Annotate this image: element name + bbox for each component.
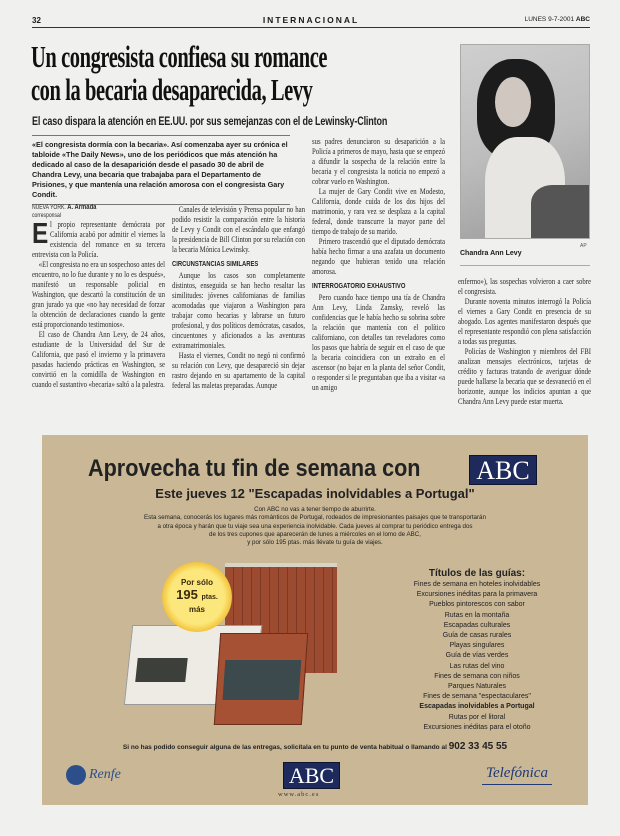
issue-date: [525, 16, 590, 23]
guide-cover-image: [214, 633, 308, 725]
paragraph-text: Policías de Washington y miembros del FBI analizan mensajes electrónicos, tarjetas de crédito y facturas tratando de averiguar dónde puede hallarse la becaria que se desvaneció en el horizonte, aunque los indicios apuntan a que Chandra Ann Levy puede estar muerta.: [458, 347, 592, 406]
brand-text: ABC: [575, 16, 590, 23]
byline-place: NUEVA YORK.: [32, 205, 66, 211]
ad-body: [42, 506, 588, 547]
paragraph-text: Aunque los casos son completamente distintos, enseguida se han hecho resaltar las similitudes: jóvenes californianas de familias acomodadas que viajaron a Washington para trabajar como becarias y labrarse un futuro profesional, y dos políticos demócratas, casados, cincuentones y aficionados a las aventuras extramatrimoniales.: [172, 271, 306, 350]
paragraph: [32, 260, 165, 330]
paragraph: [312, 187, 445, 237]
guides-list: [372, 568, 582, 733]
ad-body-line: Con ABC no vas a tener tiempo de aburrirte.: [254, 506, 376, 513]
guide-title-item: Rutas en la montaña: [444, 611, 510, 619]
paragraph-text: Pero cuando hace tiempo una tía de Chandra Ann Levy, Linda Zamsky, reveló las confidencias que le había hecho su sobrina sobre la relación que mantenía con el político californiano, con detalles tan reveladores como los pasos que habría de seguir en el caso de que la becaria coincidiera con un extraño en el ascensor (no bajar en la planta del señor Condit, o responder si le preguntaban que iba a visitar «a un amigo: [312, 293, 446, 392]
column-body: [32, 220, 165, 390]
ad-footer: [42, 741, 588, 752]
date-text: LUNES 9-7-2001: [524, 16, 575, 23]
subtitle: El caso dispara la atención en EE.UU. por sus semejanzas con el de Lewinsky-Clinton: [32, 114, 388, 128]
guide-title-item: Fines de semana "espectaculares": [423, 693, 531, 701]
guide-title-item: Excursiones inéditas para el otoño: [423, 723, 531, 731]
advertisement-abc-guides[interactable]: [42, 435, 588, 805]
ad-body-line: y por sólo 195 ptas. más llévate tu guía de viajes.: [247, 539, 383, 547]
abc-logo: ABC: [469, 455, 537, 485]
price-value: 195: [176, 587, 198, 602]
headline-line: con la becaria desaparecida, Levy: [31, 72, 313, 107]
paragraph: [172, 205, 305, 255]
ad-body-line: de los tres cupones que aparecerán de lunes a miércoles en el lomo de ABC,: [209, 530, 421, 538]
footer-text: Si no has podido conseguir alguna de las entregas, solicítala en tu punto de venta habitual o llamando al: [122, 744, 447, 751]
paragraph: [312, 293, 445, 393]
paragraph: [312, 237, 445, 277]
byline: [32, 204, 165, 220]
badge-text: Por sólo: [180, 578, 213, 587]
paragraph-text: El caso de Chandra Ann Levy, de 24 años, estudiante de la Universidad del Sur de California, que pasó el invierno y la primavera pasadas haciendo prácticas en Washington, se convirtió en la comidilla de Washington en cuando el sustantivo «becaria» saltó a la palestra.: [32, 330, 166, 389]
ad-title: Aprovecha tu fin de semana con: [88, 455, 421, 482]
headline-line: Un congresista confiesa su romance: [31, 39, 328, 74]
section-title: INTERNACIONAL: [262, 15, 360, 25]
ad-subtitle: Este jueves 12 "Escapadas inolvidables a Portugal": [155, 486, 475, 501]
photo-caption: Chandra Ann Levy: [460, 250, 590, 266]
paragraph-text: Hasta el viernes, Condit no negó ni confirmó su relación con Levy, que desapareció sin dejar rastro dejando en su apartamento de la capital federal las maletas preparadas. Aunque: [172, 351, 306, 390]
paragraph: [32, 330, 165, 390]
paragraph: [458, 347, 591, 407]
column-1: [32, 204, 165, 390]
guide-title-item: Guía de casas rurales: [442, 632, 512, 640]
paragraph: [172, 351, 305, 391]
column-subheading: INTERROGATORIO EXHAUSTIVO: [312, 283, 406, 290]
telefonica-logo: Telefónica: [482, 765, 552, 785]
guides-title: Títulos de las guías:: [428, 568, 526, 579]
guide-title-item: Fines de semana en hoteles inolvidables: [413, 581, 541, 588]
paragraph-text: La mujer de Gary Condit vive en Modesto, California, donde cuida de los dos hijos del matrimonio, y rara vez se desplaza a la capital federal, donde transcurre la mayor parte del tiempo de trabajo de su marido.: [312, 187, 446, 236]
guide-title-item: Parques Naturales: [448, 683, 506, 691]
guide-title-item: Las rutas del vino: [449, 662, 505, 670]
paragraph-text: Canales de televisión y Prensa popular no han podido resistir la comparación entre la historia de Levy y Condit con el escándalo que enfangó la presidencia de Bill Clinton por su relación con la becaria Mónica Lewinsky.: [172, 205, 306, 254]
column-body: [312, 137, 445, 393]
column-subheading: CIRCUNSTANCIAS SIMILARES: [172, 261, 259, 268]
paragraph-text: Primero trascendió que el diputado demócrata había hecho firmar a una azafata un documento negando que hubieran tenido una relación amorosa.: [312, 237, 446, 276]
paragraph: [312, 137, 445, 187]
paragraph: [458, 297, 591, 347]
price-unit: ptas.: [201, 594, 218, 601]
renfe-text: Renfe: [89, 767, 121, 782]
byline-author: A. Armada: [67, 204, 97, 211]
photo-credit: AP: [580, 243, 587, 249]
column-body: [172, 205, 305, 391]
paragraph: [172, 271, 305, 351]
paragraph-text: enfermo»), las sospechas volvieron a caer sobre el congresista.: [458, 277, 592, 296]
renfe-logo: [66, 765, 121, 785]
column-body: [458, 277, 591, 407]
column-4: [458, 277, 591, 407]
guide-title-item: Playas singulares: [449, 642, 505, 650]
badge-price: [162, 587, 232, 605]
guide-title-item: Rutas por el litoral: [448, 713, 506, 721]
renfe-icon: [66, 765, 86, 785]
page-header: [32, 14, 590, 28]
ad-body-line: Esta semana, conocerás los lugares más románticos de Portugal, rodeados de impresionantes paisajes que te transportarán: [144, 514, 486, 522]
guide-title-item: Escapadas inolvidables a Portugal: [419, 703, 535, 711]
guide-title-item: Escapadas culturales: [443, 621, 511, 629]
lead-paragraph: «El congresista dormía con la becaria». Así comenzaba ayer su crónica el tabloide «The Daily News», uno de los periódicos que más atención ha dedicado al caso de la desaparición desde el pasado 30 de abril de Chandra Levy, una becaria que trabajaba para el Departamento de Prisiones, y que mantenía una relación amorosa con el congresista Gary Condit.: [32, 135, 290, 205]
paragraph: [458, 277, 591, 297]
paragraph-text: Durante noventa minutos interrogó la Policía el viernes a Gary Condit en presencia de su abogado. Los agentes manifestaron después que el representante respondió con plena satisfacción a todas sus preguntas.: [458, 297, 592, 346]
guide-title-item: Pueblos pintorescos con sabor: [429, 601, 525, 609]
guide-title-item: Fines de semana con niños: [434, 672, 520, 680]
abc-sponsor-logo: ABC: [283, 762, 340, 789]
byline-role: corresponsal: [32, 213, 61, 219]
price-badge: [162, 562, 232, 632]
photo-chandra-levy: [460, 44, 590, 239]
page-number: 32: [32, 16, 41, 25]
phone-number[interactable]: 902 33 45 55: [448, 741, 508, 752]
paragraph-text: sus padres denunciaron su desaparición a la Policía a primeros de mayo, hasta que se empezó a difundir la sospecha de la relación entre la becaria y el congresista la noticia no empezó a cobrar vuelo en Washington.: [312, 137, 446, 186]
paragraph-text: l propio representante demócrata por California acabó por admitir el viernes la existencia del romance en su tercera entrevista con la Policía.: [32, 220, 166, 259]
headline: [31, 40, 453, 106]
ad-body-line: a otra época y harán que tu viaje sea una experiencia inolvidable. Cada jueves al comprar tu periódico entrega dos: [157, 522, 473, 530]
badge-text: más: [188, 605, 205, 614]
guide-title-item: Excursiones inéditas para la primavera: [416, 591, 538, 599]
drop-cap: E: [32, 218, 49, 250]
paragraph-text: «El congresista no era un sospechoso antes del encuentro, no lo fue durante y no lo es después», manifestó un responsable policial en Washington, que descartó la constitución de un gran jurado ya que «no hay necesidad de forzar la obtención de declaraciones cuando la gente está proporcionando testimonios».: [32, 260, 166, 329]
guide-title-item: Guía de vías verdes: [445, 652, 509, 660]
paragraph: [32, 220, 165, 260]
column-3: [312, 137, 445, 393]
column-2: [172, 205, 305, 391]
abc-url[interactable]: www.abc.es: [278, 791, 320, 798]
